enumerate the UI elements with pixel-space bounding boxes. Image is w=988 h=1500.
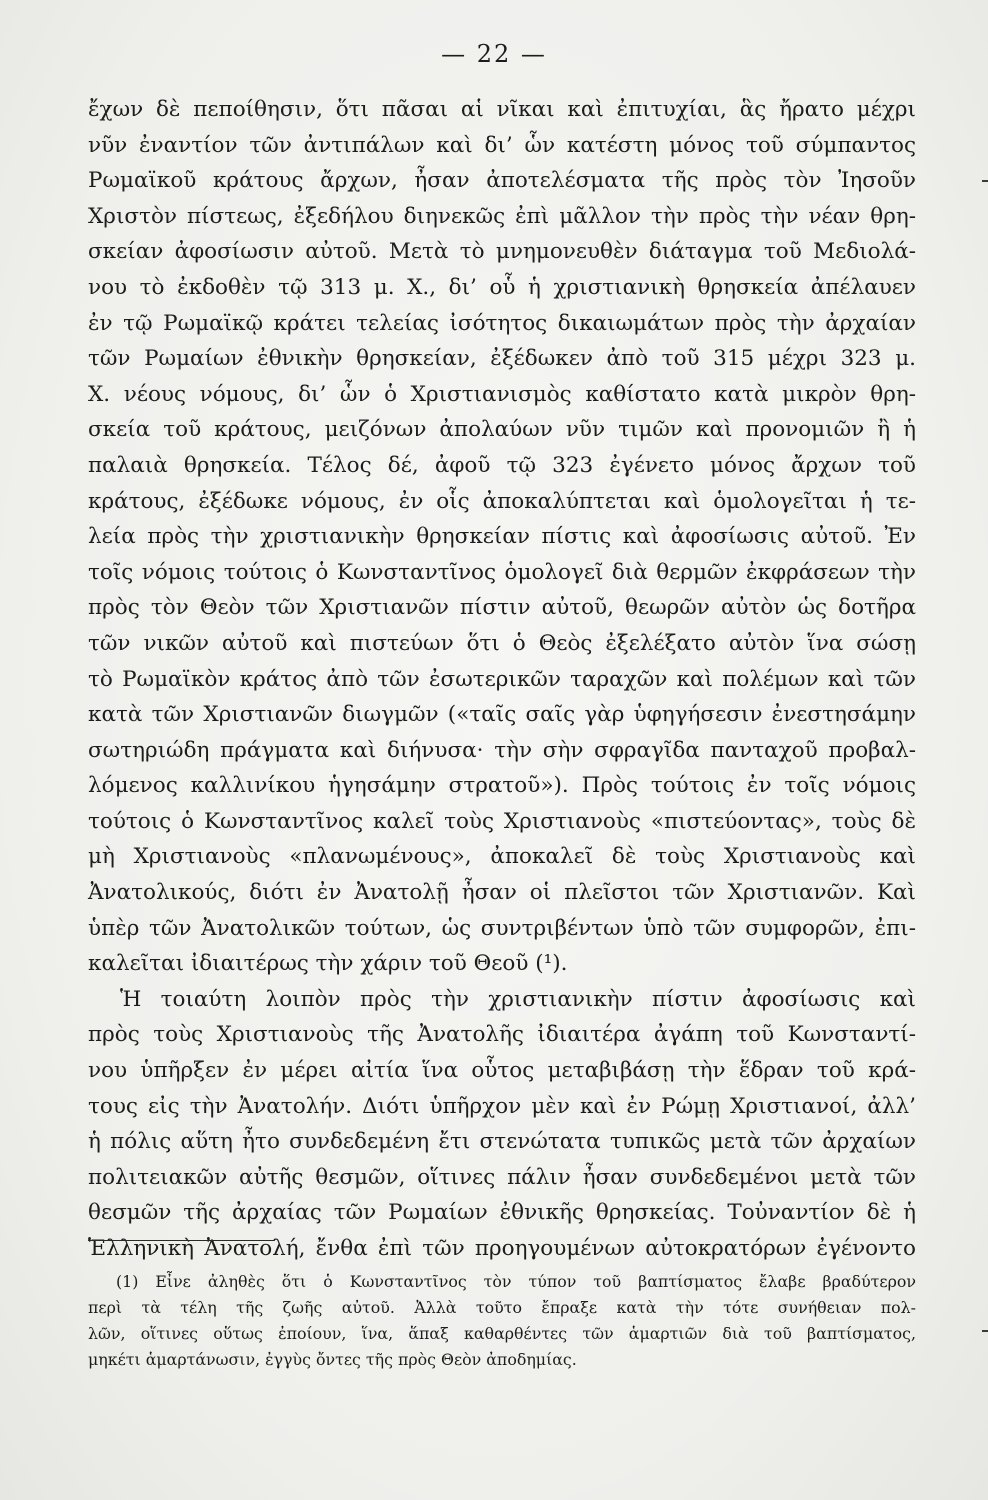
text-line: ὑπὲρ τῶν Ἀνατολικῶν τούτων, ὡς συντριβέντων ὑπὸ τῶν συμφορῶν, ἐπι- — [88, 915, 916, 941]
text-line: σκείαν ἀφοσίωσιν αὐτοῦ. Μετὰ τὸ μνημονευθὲν διάταγμα τοῦ Μεδιολά- — [88, 239, 916, 265]
scan-edge-mark — [982, 180, 988, 182]
text-line: τὸ Ρωμαϊκὸν κράτος ἀπὸ τῶν ἐσωτερικῶν ταραχῶν καὶ πολέμων καὶ τῶν — [88, 666, 916, 692]
text-line: τούτοις ὁ Κωνσταντῖνος καλεῖ τοὺς Χριστιανοὺς «πιστεύοντας», τοὺς δὲ — [88, 808, 916, 834]
text-line: Χ. νέους νόμους, δι’ ὧν ὁ Χριστιανισμὸς καθίστατο κατὰ μικρὸν θρη- — [88, 381, 916, 407]
text-line: Ἑλληνικὴ Ἀνατολή, ἔνθα ἐπὶ τῶν προηγουμένων αὐτοκρατόρων ἐγένοντο — [88, 1236, 916, 1261]
footnote-rule — [88, 1240, 274, 1241]
text-line: θεσμῶν τῆς ἀρχαίας τῶν Ρωμαίων ἐθνικῆς θρησκείας. Τοὐναντίον δὲ ἡ — [88, 1200, 916, 1226]
text-line: κράτους, ἐξέδωκε νόμους, ἐν οἷς ἀποκαλύπτεται καὶ ὁμολογεῖται ἡ τε- — [88, 488, 916, 514]
text-line: σωτηριώδη πράγματα καὶ διήνυσα· τὴν σὴν σφραγῖδα πανταχοῦ προβαλ- — [88, 737, 916, 763]
text-line: πρὸς τοὺς Χριστιανοὺς τῆς Ἀνατολῆς ἰδιαιτέρα ἀγάπη τοῦ Κωνσταντί- — [88, 1022, 916, 1048]
text-line: τῶν Ρωμαίων ἐθνικὴν θρησκείαν, ἐξέδωκεν ἀπὸ τοῦ 315 μέχρι 323 μ. — [88, 346, 916, 372]
footnote-line: λῶν, οἵτινες οὕτως ἐποίουν, ἵνα, ἅπαξ καθαρθέντες τῶν ἁμαρτιῶν διὰ τοῦ βαπτίσματος, — [88, 1324, 916, 1343]
text-line: ἔχων δὲ πεποίθησιν, ὅτι πᾶσαι αἱ νῖκαι καὶ ἐπιτυχίαι, ἃς ἤρατο μέχρι — [88, 97, 916, 122]
text-line: πρὸς τὸν Θεὸν τῶν Χριστιανῶν πίστιν αὐτοῦ, θεωρῶν αὐτὸν ὡς δοτῆρα — [88, 595, 916, 621]
text-line: ἐν τῷ Ρωμαϊκῷ κράτει τελείας ἰσότητος δικαιωμάτων πρὸς τὴν ἀρχαίαν — [88, 310, 916, 336]
text-line: πολιτειακῶν αὐτῆς θεσμῶν, οἵτινες πάλιν ἦσαν συνδεδεμένοι μετὰ τῶν — [88, 1164, 916, 1190]
text-line: κατὰ τῶν Χριστιανῶν διωγμῶν («ταῖς σαῖς γὰρ ὑφηγήσεσιν ἐνεστησάμην — [88, 702, 916, 728]
scan-edge-mark — [982, 1330, 988, 1332]
text-line: Ἡ τοιαύτη λοιπὸν πρὸς τὴν χριστιανικὴν πίστιν ἀφοσίωσις καὶ — [120, 986, 916, 1012]
text-line: λόμενος καλλινίκου ἡγησάμην στρατοῦ»). Πρὸς τούτοις ἐν τοῖς νόμοις — [88, 773, 916, 799]
text-line: τους εἰς τὴν Ἀνατολήν. Διότι ὑπῆρχον μὲν καὶ ἐν Ρώμῃ Χριστιανοί, ἀλλ’ — [88, 1093, 916, 1119]
footnote — [88, 1269, 916, 1373]
text-line: Χριστὸν πίστεως, ἐξεδήλου διηνεκῶς ἐπὶ μᾶλλον τὴν πρὸς τὴν νέαν θρη- — [88, 203, 916, 229]
text-line: παλαιὰ θρησκεία. Τέλος δέ, ἀφοῦ τῷ 323 ἐγένετο μόνος ἄρχων τοῦ — [88, 452, 916, 478]
footnote-line: περὶ τὰ τέλη τῆς ζωῆς αὐτοῦ. Ἀλλὰ τοῦτο ἔπραξε κατὰ τὴν τότε συνήθειαν πολ- — [88, 1298, 916, 1317]
text-line: νου τὸ ἐκδοθὲν τῷ 313 μ. Χ., δι’ οὗ ἡ χριστιανικὴ θρησκεία ἀπέλαυεν — [88, 274, 916, 300]
text-line: τῶν νικῶν αὐτοῦ καὶ πιστεύων ὅτι ὁ Θεὸς ἐξελέξατο αὐτὸν ἵνα σώσῃ — [88, 630, 916, 656]
footnote-line: (1) Εἶνε ἀληθὲς ὅτι ὁ Κωνσταντῖνος τὸν τύπον τοῦ βαπτίσματος ἔλαβε βραδύτερον — [116, 1272, 916, 1291]
text-line: ἡ πόλις αὕτη ἦτο συνδεδεμένη ἔτι στενώτατα τυπικῶς μετὰ τῶν ἀρχαίων — [88, 1129, 916, 1155]
text-line: Ρωμαϊκοῦ κράτους ἄρχων, ἦσαν ἀποτελέσματα τῆς πρὸς τὸν Ἰησοῦν — [88, 168, 916, 194]
text-line: λεία πρὸς τὴν χριστιανικὴν θρησκείαν πίστις καὶ ἀφοσίωσις αὐτοῦ. Ἐν — [88, 524, 916, 550]
text-line: καλεῖται ἰδιαιτέρως τὴν χάριν τοῦ Θεοῦ (¹). — [88, 951, 568, 977]
text-line: μὴ Χριστιανοὺς «πλανωμένους», ἀποκαλεῖ δὲ τοὺς Χριστιανοὺς καὶ — [88, 844, 916, 870]
body-text — [88, 92, 916, 1267]
text-line: σκεία τοῦ κράτους, μειζόνων ἀπολαύων νῦν τιμῶν καὶ προνομιῶν ἢ ἡ — [88, 417, 916, 443]
text-line: τοῖς νόμοις τούτοις ὁ Κωνσταντῖνος ὁμολογεῖ διὰ θερμῶν ἐκφράσεων τὴν — [88, 559, 916, 585]
footnote-line: μηκέτι ἁμαρτάνωσιν, ἐγγὺς ὄντες τῆς πρὸς Θεὸν ἀποδημίας. — [88, 1350, 577, 1369]
page-number: — 22 — — [441, 40, 547, 68]
text-line: νῦν ἐναντίον τῶν ἀντιπάλων καὶ δι’ ὧν κατέστη μόνος τοῦ σύμπαντος — [88, 132, 916, 158]
text-line: νου ὑπῆρξεν ἐν μέρει αἰτία ἵνα οὗτος μεταβιβάσῃ τὴν ἕδραν τοῦ κρά- — [88, 1058, 916, 1084]
text-line: Ἀνατολικούς, διότι ἐν Ἀνατολῇ ἦσαν οἱ πλεῖστοι τῶν Χριστιανῶν. Καὶ — [88, 880, 916, 906]
